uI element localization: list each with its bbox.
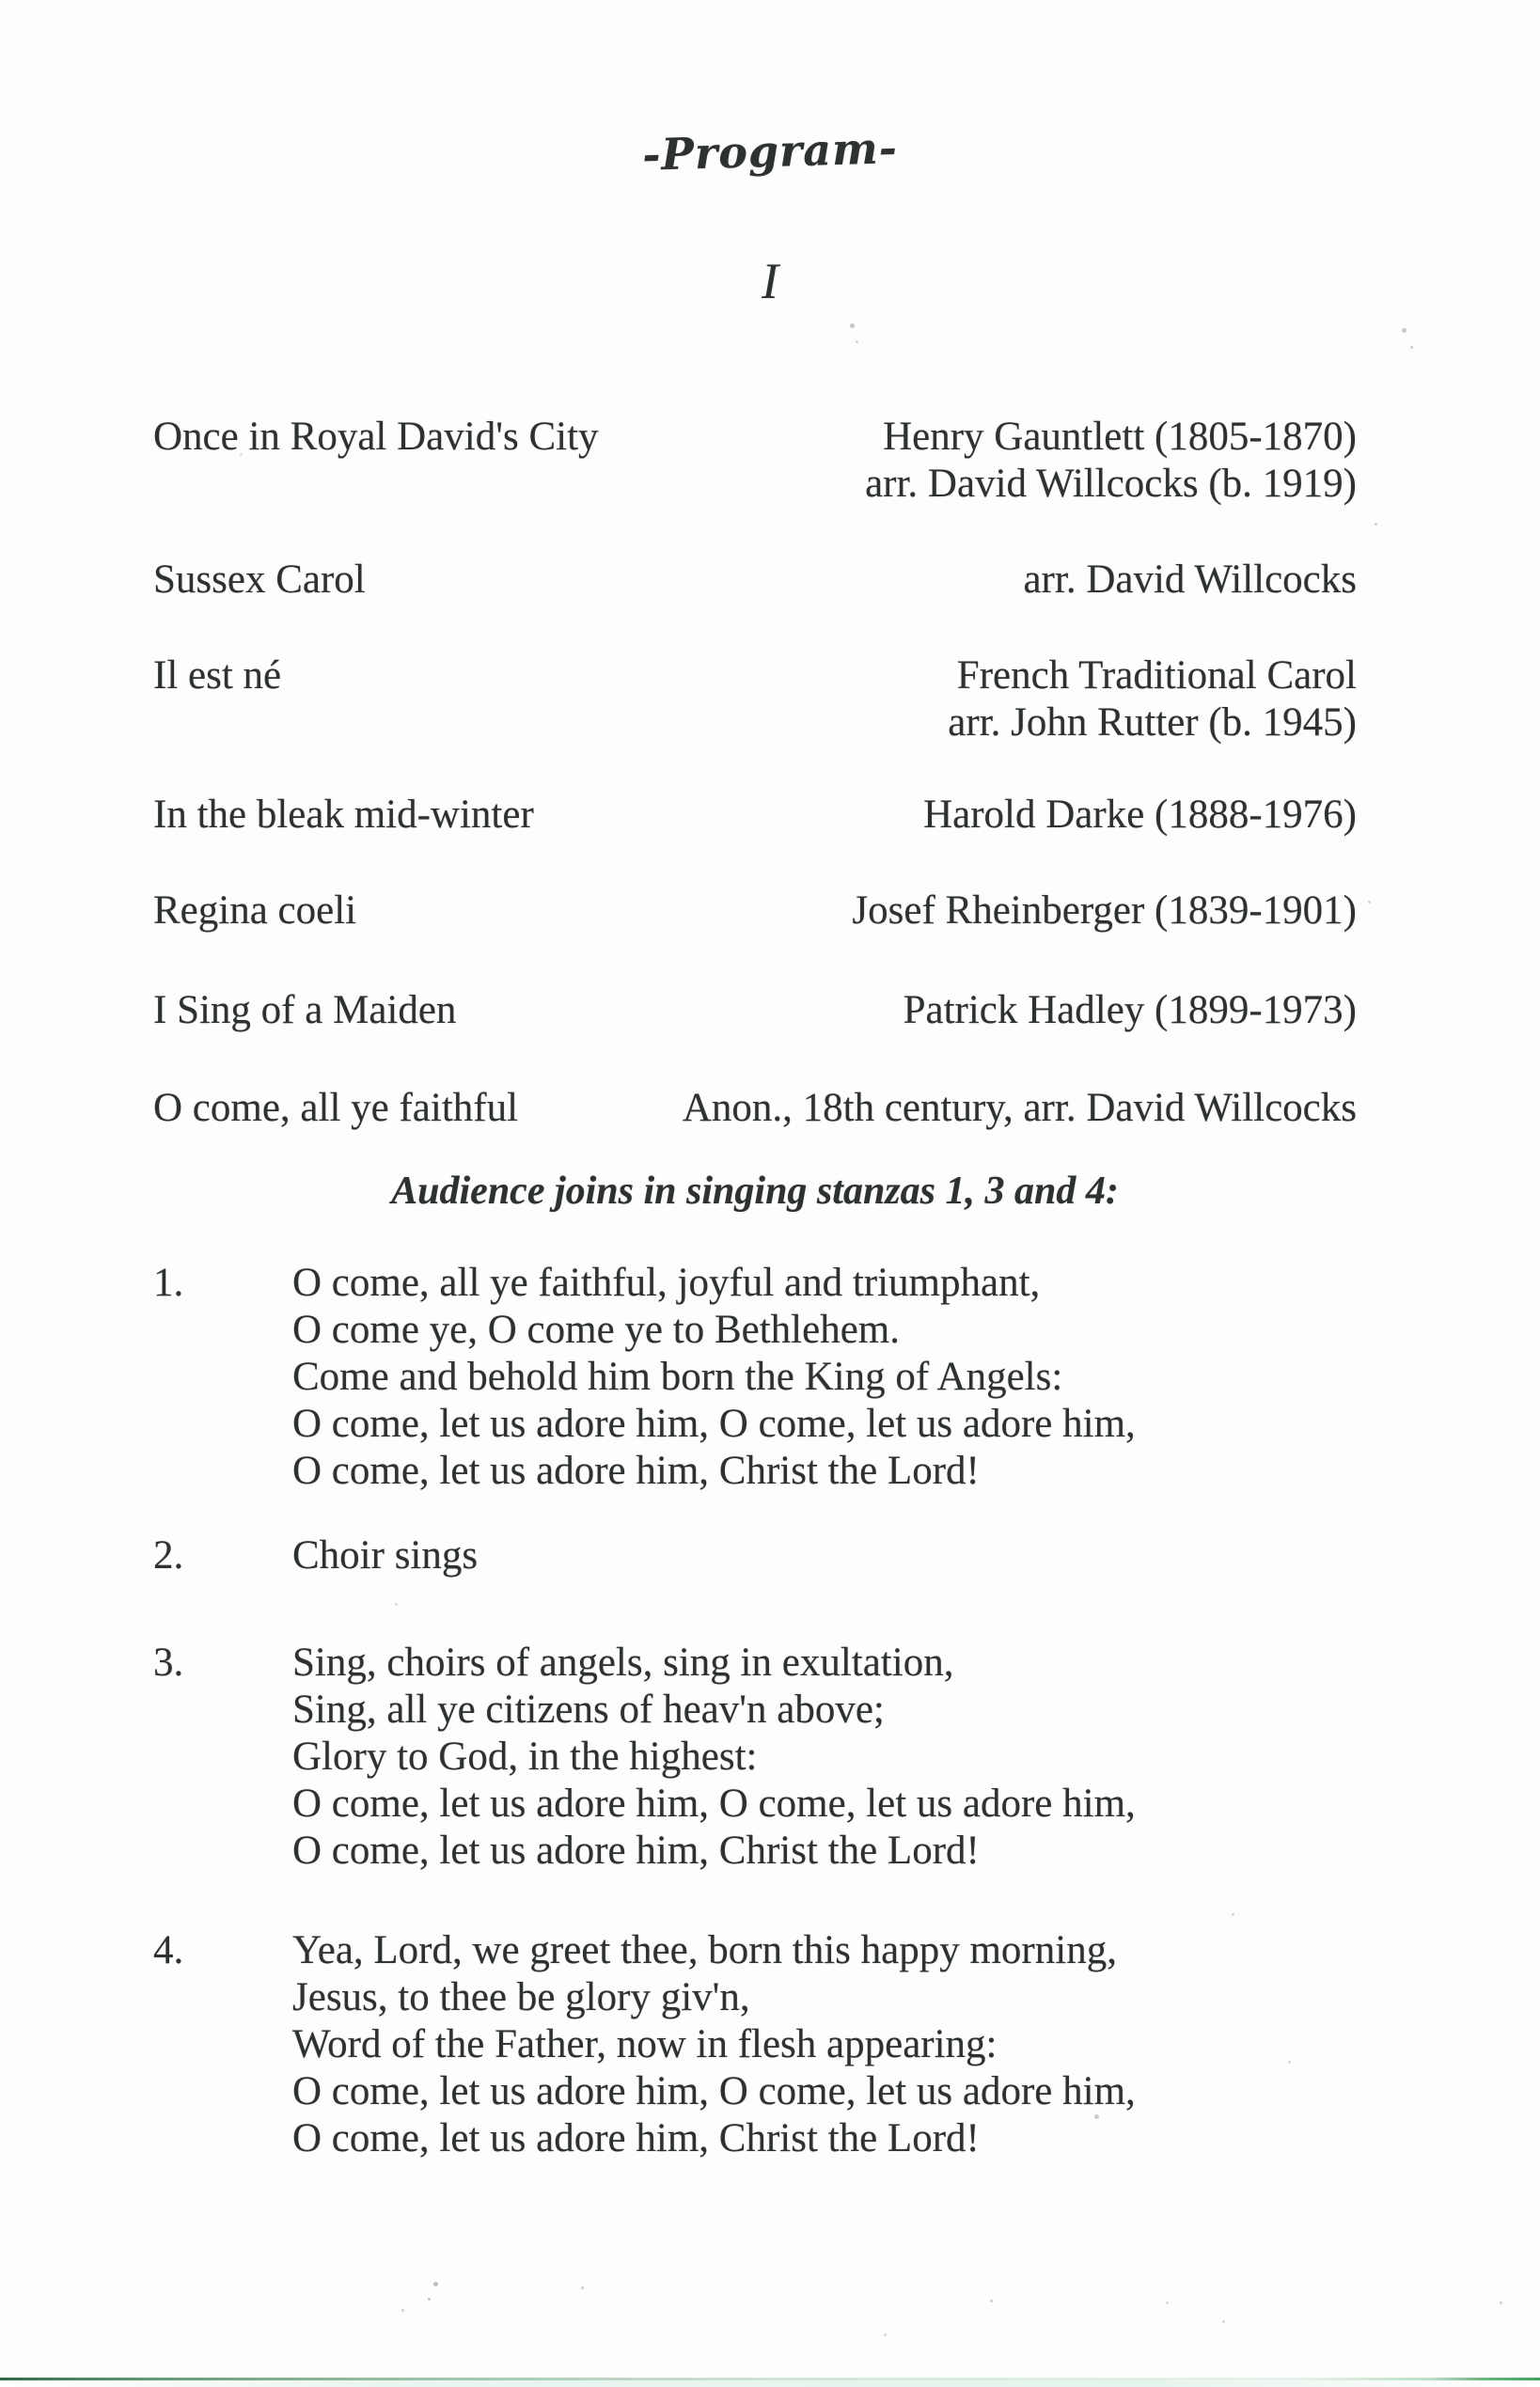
composer-credit bbox=[904, 987, 1357, 1034]
composer-line: arr. David Willcocks (b. 1919) bbox=[865, 462, 1357, 506]
composer-line: arr. David Willcocks bbox=[1023, 557, 1357, 602]
stanza-line: O come, let us adore him, O come, let us adore him, bbox=[292, 1402, 1136, 1446]
composer-credit bbox=[948, 652, 1357, 746]
program-row bbox=[153, 887, 1357, 934]
stanza-line: Choir sings bbox=[292, 1533, 479, 1578]
stanza-line: Come and behold him born the King of Angels: bbox=[292, 1355, 1063, 1399]
stanza-lines bbox=[292, 1532, 478, 1579]
program-row bbox=[153, 652, 1357, 746]
program-row bbox=[153, 792, 1357, 839]
composer-line: Henry Gauntlett (1805-1870) bbox=[883, 415, 1357, 459]
stanza-line: Sing, choirs of angels, sing in exultation, bbox=[292, 1641, 954, 1685]
stanza-line: O come, let us adore him, Christ the Lord! bbox=[292, 1449, 980, 1493]
program-row bbox=[153, 1085, 1357, 1132]
audience-instruction: Audience joins in singing stanzas 1, 3 and 4: bbox=[391, 1170, 1119, 1213]
stanza-line: O come ye, O come ye to Bethlehem. bbox=[292, 1308, 900, 1352]
composer-line: Josef Rheinberger (1839-1901) bbox=[852, 888, 1357, 933]
composer-line: Patrick Hadley (1899-1973) bbox=[903, 988, 1357, 1032]
stanza-line: Yea, Lord, we greet thee, born this happy morning, bbox=[292, 1928, 1117, 1972]
composer-credit bbox=[1023, 557, 1357, 604]
stanza-line: O come, let us adore him, Christ the Lord! bbox=[292, 2116, 980, 2160]
program-row bbox=[153, 414, 1357, 508]
work-title: Regina coeli bbox=[153, 888, 357, 933]
composer-credit bbox=[852, 887, 1357, 934]
stanza-line: O come, let us adore him, Christ the Lord! bbox=[292, 1829, 980, 1873]
program-row bbox=[153, 557, 1357, 604]
work-title: Once in Royal David's City bbox=[153, 415, 599, 459]
stanza-line: O come, let us adore him, O come, let us adore him, bbox=[292, 1782, 1136, 1826]
stanza-number: 3. bbox=[153, 1641, 184, 1685]
stanza-lines bbox=[292, 1927, 1136, 2162]
stanza-number: 1. bbox=[153, 1261, 184, 1305]
stanza-line: Word of the Father, now in flesh appearing: bbox=[292, 2022, 998, 2066]
stanza bbox=[153, 1927, 1136, 2162]
page-title: -Program- bbox=[641, 122, 899, 181]
work-title: O come, all ye faithful bbox=[153, 1086, 519, 1130]
composer-line: French Traditional Carol bbox=[956, 653, 1357, 698]
stanza-line: Glory to God, in the highest: bbox=[292, 1735, 758, 1779]
stanza-line: O come, let us adore him, O come, let us adore him, bbox=[292, 2069, 1136, 2113]
stanza-line: Jesus, to thee be glory giv'n, bbox=[292, 1975, 750, 2019]
work-title: In the bleak mid-winter bbox=[153, 793, 534, 837]
stanza-number: 2. bbox=[153, 1533, 184, 1578]
composer-line: Harold Darke (1888-1976) bbox=[923, 793, 1357, 837]
scan-edge-artifact bbox=[0, 2378, 1540, 2380]
section-numeral: I bbox=[762, 253, 778, 309]
composer-credit bbox=[865, 414, 1357, 508]
composer-line: arr. John Rutter (b. 1945) bbox=[948, 700, 1357, 745]
composer-credit bbox=[923, 792, 1357, 839]
composer-line: Anon., 18th century, arr. David Willcocks bbox=[682, 1086, 1357, 1130]
stanza bbox=[153, 1260, 1136, 1495]
composer-credit bbox=[683, 1085, 1357, 1132]
stanza-lines bbox=[292, 1640, 1136, 1875]
stanza bbox=[153, 1640, 1136, 1875]
stanza-number: 4. bbox=[153, 1928, 184, 1972]
work-title: Il est né bbox=[153, 653, 282, 698]
stanza bbox=[153, 1532, 478, 1579]
stanza-line: Sing, all ye citizens of heav'n above; bbox=[292, 1688, 885, 1732]
stanza-line: O come, all ye faithful, joyful and triumphant, bbox=[292, 1261, 1041, 1305]
work-title: I Sing of a Maiden bbox=[153, 988, 457, 1032]
program-row bbox=[153, 987, 1357, 1034]
work-title: Sussex Carol bbox=[153, 557, 366, 602]
stanza-lines bbox=[292, 1260, 1136, 1495]
scan-edge-band bbox=[0, 2380, 1540, 2387]
